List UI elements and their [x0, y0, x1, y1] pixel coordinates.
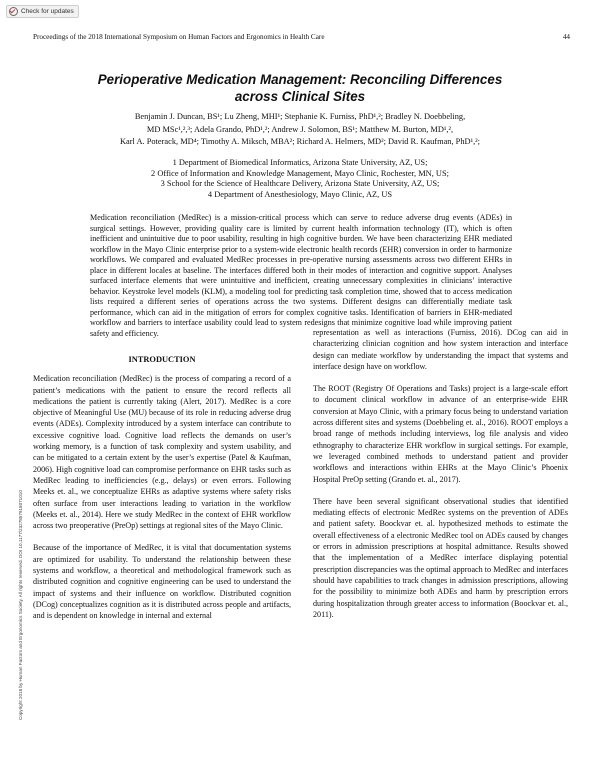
- author-line-3: Karl A. Poterack, MD⁴; Timothy A. Miksch, MBA²; Richard A. Helmers, MD²; David R. Kaufman, PhD¹,²;: [119, 137, 481, 147]
- check-for-updates-label: Check for updates: [21, 8, 74, 15]
- left-column: [33, 354, 291, 633]
- body-paragraph: There have been several significant observational studies that identified mediating effects of electronic MedRec systems on the prevention of ADEs and patient safety. Boockvar et. al. hypothesized methods to estimate the overall effectiveness of a electronic MedRec tool on ADEs caused by changes or errors in admission prescriptions at hospital admittance. Results showed that the implementation of a MedRec interface displaying potential prescription discrepancies was the optimal approach to MedRec and interfaces should have capabilities to track changes in admission prescriptions, allowing for the possibility to minimize both ADEs and harm by prescription errors during hospitalization through greater access to information (Boockvar et. al., 2011).: [313, 496, 568, 619]
- affiliation-2: 2 Office of Information and Knowledge Management, Mayo Clinic, Rochester, MN, US;: [151, 168, 449, 178]
- check-for-updates-badge[interactable]: [6, 5, 79, 18]
- author-line-1: Benjamin J. Duncan, BS¹; Lu Zheng, MHI¹; Stephanie K. Furniss, PhD¹,²; Bradley N. Doebbeling,: [134, 112, 466, 121]
- paper-title-line-1: Perioperative Medication Management: Reconciling Differences: [97, 72, 503, 87]
- introduction-heading: INTRODUCTION: [128, 355, 196, 364]
- abstract: Medication reconciliation (MedRec) is a mission-critical process which can serve to reduce adverse drug events (ADEs) in surgical settings. However, providing quality care is limited by current health information technology (IT), which is often inefficient and unintuitive due to poor usability, resulting in high cognitive burden. We have been characterizing EHR mediated workflow in the Mayo Clinic enterprise prior to a system-wide electronic health records (EHR) conversion in order to harmonize workflows. We compared and evaluated MedRec processes in pre-operative nursing assessments across two different EHRs in place in different locales at baseline. The interfaces differed both in their modes of interaction and cognitive support. Analyses surfaced interface elements that were unintuitive and inefficient, creating unnecessary complexities in clinicians’ interactive behavior. Keystroke level models (KLM), a modeling tool for predicting task completion time, showed that to access medication lists required a different series of operations across the two systems. Different designs can differentially mediate task performance, which can aid in the mitigation of errors for complex cognitive tasks. Identification of barriers in EHR-mediated workflow and barriers to interface usability could lead to system redesigns that minimize cognitive load while improving patient safety and efficiency.: [90, 213, 512, 339]
- paper-title: [40, 71, 560, 105]
- running-head-title: Proceedings of the 2018 International Symposium on Human Factors and Ergonomics in Health Care: [33, 33, 325, 41]
- right-column: [313, 327, 568, 631]
- running-head: [33, 33, 570, 41]
- body-paragraph: Medication reconciliation (MedRec) is the process of comparing a record of a patient’s medications with the patient to ensure the record reflects all medications the patient is currently taking (Alert, 2017). MedRec is a core objective of Meaningful Use (MU) because of its role in reducing adverse drug events (ADEs). Complexity introduced by a system interface can contribute to excessive cognitive load. Cognitive load reflects the demands on user’s working memory, is a function of task complexity and system usability, and can be mitigated to a certain extent by the user’s expertise (Patel & Kaufman, 2006). High cognitive load can compromise performance on EHR tasks such as MedRec leading to inefficiencies (e.g., delays) or even errors. Following Meeks et. al., we conceptualize EHRs as adaptive systems where safety risks often surface from user interactions leading to variation in the workflow (Meeks et. al., 2014). Here we study MedRec in the context of EHR workflow across two preoperative (PreOp) settings at regional sites of the Mayo Clinic.: [33, 374, 291, 531]
- affiliation-list: [40, 158, 560, 200]
- copyright-sidebar: Copyright 2018 by Human Factors and Ergonomics Society. All rights reserved. DOI 10.1177/2327857918071010: [18, 490, 23, 720]
- paper-title-line-2: across Clinical Sites: [234, 89, 366, 104]
- author-list: [40, 111, 560, 149]
- body-paragraph: Because of the importance of MedRec, it is vital that documentation systems are optimized for usability. To understand the relationship between these systems and workflow, a theoretical and methodological framework such as distributed cognition and cognitive engineering can be used to understand the impact of systems and their influence on workflow. Distributed cognition (DCog) conceptualizes cognition as it is distributed across people and artifacts, and is dependent on knowledge in internal and external: [33, 543, 291, 621]
- affiliation-4: 4 Department of Anesthesiology, Mayo Clinic, AZ, US: [207, 189, 393, 199]
- affiliation-1: 1 Department of Biomedical Informatics, Arizona State University, AZ, US;: [172, 158, 428, 167]
- check-for-updates-icon: [9, 7, 18, 16]
- author-line-2: MD MSc¹,²,³; Adela Grando, PhD¹,²; Andrew J. Solomon, BS¹; Matthew M. Burton, MD¹,²,: [146, 124, 454, 134]
- page-number: 44: [562, 33, 570, 41]
- affiliation-3: 3 School for the Science of Healthcare Delivery, Arizona State University, AZ, US;: [160, 179, 440, 189]
- body-paragraph: representation as well as interactions (Furniss, 2016). DCog can aid in characterizing clinician cognition and how system interaction and interface design can mediate workflow by understanding the impact that systems and interface design have on workflow.: [313, 328, 568, 371]
- body-paragraph: The ROOT (Registry Of Operations and Tasks) project is a large-scale effort to document clinical workflow in advance of an enterprise-wide EHR conversion at Mayo Clinic, with a primary focus being to understand variation across different sites and systems (Doebbeling et. al., 2016). ROOT employs a broad range of methods including interviews, log file analysis and video ethnography to characterize EHR workflow in surgical settings. For example, we leveraged combined methods to understand patient and provider workflows and interactions within EHRs at the Mayo Clinic’s Phoenix Hospital PreOp setting (Grando et. al., 2017).: [313, 384, 568, 484]
